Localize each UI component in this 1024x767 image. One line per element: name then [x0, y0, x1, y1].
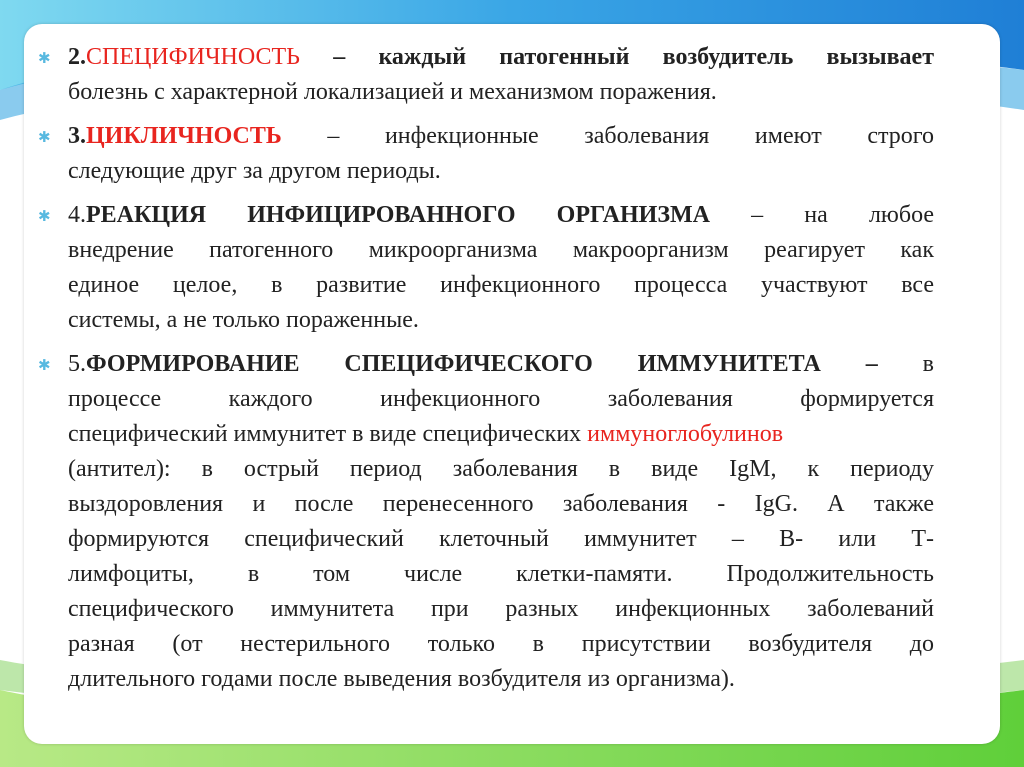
asterisk-bullet-icon: ✱ — [38, 207, 51, 225]
item-number: 3. — [68, 123, 86, 149]
item-line: внедрение патогенного микроорганизма макроорганизм реагирует как — [68, 237, 934, 263]
item-line: системы, а не только пораженные. — [68, 307, 419, 333]
item-line: – каждый патогенный возбудитель вызывает — [299, 44, 934, 70]
item-line: длительного годами после выведения возбудителя из организма). — [68, 666, 735, 692]
item-heading: РЕАКЦИЯ ИНФИЦИРОВАННОГО ОРГАНИЗМА — [86, 202, 710, 228]
list-item — [38, 198, 934, 338]
item-line: процессе каждого инфекционного заболевания формируется — [68, 386, 934, 412]
list-item — [38, 40, 934, 110]
item-line: формируются специфический клеточный иммунитет – В- или Т- — [68, 526, 934, 552]
item-line: специфического иммунитета при разных инфекционных заболеваний — [68, 596, 934, 622]
item-line: лимфоциты, в том числе клетки-памяти. Продолжительность — [68, 561, 934, 587]
item-number: 4. — [68, 202, 86, 228]
item-line: выздоровления и после перенесенного заболевания - IgG. А также — [68, 491, 934, 517]
list-item — [38, 347, 934, 697]
asterisk-bullet-icon: ✱ — [38, 49, 51, 67]
item-line: специфический иммунитет в виде специфических — [68, 421, 588, 447]
item-line: в — [877, 351, 934, 377]
item-line: болезнь с характерной локализацией и механизмом поражения. — [68, 79, 717, 105]
asterisk-bullet-icon: ✱ — [38, 128, 51, 146]
item-number: 5. — [68, 351, 86, 377]
item-heading: СПЕЦИФИЧНОСТЬ — [86, 44, 300, 70]
item-line: разная (от нестерильного только в присутствии возбудителя до — [68, 631, 934, 657]
slide-content — [38, 40, 934, 706]
asterisk-bullet-icon: ✱ — [38, 356, 51, 374]
item-heading: ЦИКЛИЧНОСТЬ — [86, 123, 282, 149]
item-line: единое целое, в развитие инфекционного процесса участвуют все — [68, 272, 934, 298]
item-line: (антител): в острый период заболевания в виде IgM, к периоду — [68, 456, 934, 482]
item-heading: ФОРМИРОВАНИЕ СПЕЦИФИЧЕСКОГО ИММУНИТЕТА – — [86, 351, 878, 377]
item-line: следующие друг за другом периоды. — [68, 158, 441, 184]
list-item — [38, 119, 934, 189]
highlighted-term: иммуноглобулинов — [587, 421, 784, 447]
item-number: 2. — [68, 44, 86, 70]
item-line: – на любое — [710, 202, 935, 228]
item-line: – инфекционные заболевания имеют строго — [281, 123, 934, 149]
